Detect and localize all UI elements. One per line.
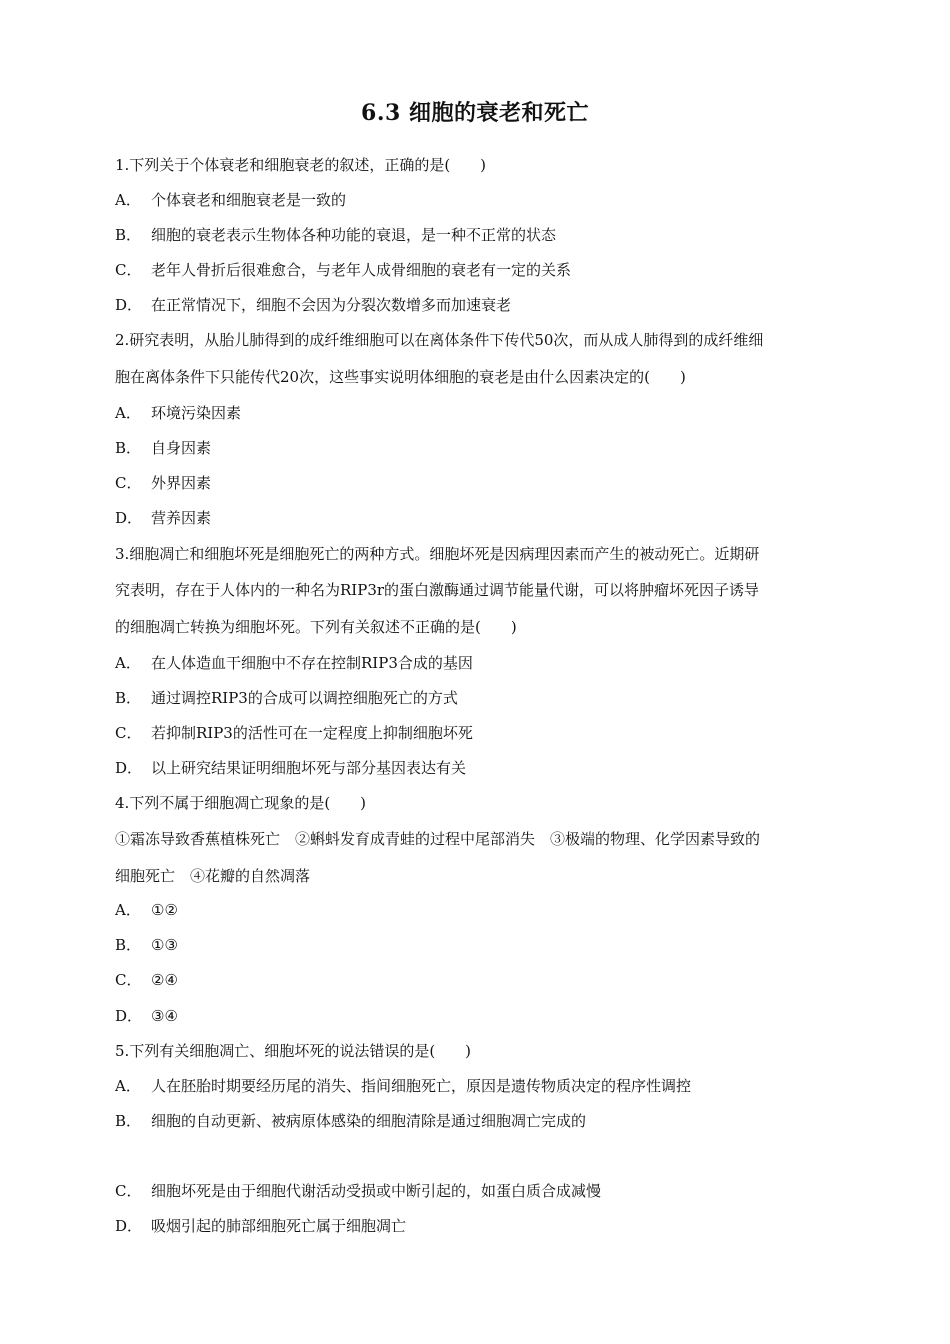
option-text: 自身因素 [151, 439, 212, 457]
question-5-stem: 5.下列有关细胞凋亡、细胞坏死的说法错误的是( ) [115, 1042, 472, 1060]
option-letter: A． [115, 1077, 141, 1095]
option-letter: A． [115, 901, 141, 919]
option-q4-a [115, 900, 845, 920]
option-text: ③④ [151, 1007, 178, 1025]
option-q2-b [115, 438, 845, 458]
question-4-stem: 4.下列不属于细胞凋亡现象的是( ) [115, 794, 367, 812]
option-letter: D． [115, 759, 143, 777]
option-letter: B． [115, 226, 142, 244]
option-letter: A． [115, 404, 141, 422]
question-2-stem-line-1: 2.研究表明，从胎儿肺得到的成纤维细胞可以在离体条件下传代50次，而从成人肺得到的成纤维细 [115, 331, 764, 349]
option-letter: D． [115, 1217, 143, 1235]
question-3-stem-line-2: 究表明，存在于人体内的一种名为RIP3r的蛋白激酶通过调节能量代谢，可以将肿瘤坏死因子诱导 [115, 581, 760, 599]
option-letter: B． [115, 439, 142, 457]
option-letter: C． [115, 261, 142, 279]
option-q4-c [115, 970, 845, 990]
option-letter: B． [115, 1112, 142, 1130]
option-letter: C． [115, 474, 142, 492]
option-q1-a [115, 190, 845, 210]
option-text: 细胞的衰老表示生物体各种功能的衰退，是一种不正常的状态 [151, 226, 557, 244]
option-letter: B． [115, 936, 142, 954]
option-q5-d [115, 1216, 845, 1236]
option-text: 个体衰老和细胞衰老是一致的 [151, 191, 347, 209]
option-letter: D． [115, 1007, 143, 1025]
option-q1-b [115, 225, 845, 245]
option-text: 营养因素 [151, 509, 212, 527]
option-text: ②④ [151, 971, 178, 989]
option-q2-c [115, 473, 845, 493]
option-text: 细胞坏死是由于细胞代谢活动受损或中断引起的，如蛋白质合成减慢 [151, 1182, 602, 1200]
option-text: 人在胚胎时期要经历尾的消失、指间细胞死亡，原因是遗传物质决定的程序性调控 [151, 1077, 692, 1095]
option-text: 细胞的自动更新、被病原体感染的细胞清除是通过细胞凋亡完成的 [151, 1112, 587, 1130]
question-3-stem-line-3: 的细胞凋亡转换为细胞坏死。下列有关叙述不正确的是( ) [115, 618, 517, 636]
option-q5-b [115, 1111, 845, 1131]
option-q3-b [115, 688, 845, 708]
option-text: 若抑制RIP3的活性可在一定程度上抑制细胞坏死 [151, 724, 473, 742]
option-text: 环境污染因素 [151, 404, 242, 422]
option-text: 以上研究结果证明细胞坏死与部分基因表达有关 [151, 759, 467, 777]
option-text: 吸烟引起的肺部细胞死亡属于细胞凋亡 [151, 1217, 407, 1235]
option-q4-d [115, 1006, 845, 1026]
option-letter: D． [115, 296, 143, 314]
option-letter: B． [115, 689, 142, 707]
option-q5-a [115, 1076, 845, 1096]
option-q3-d [115, 758, 845, 778]
option-text: 外界因素 [151, 474, 212, 492]
option-letter: C． [115, 1182, 142, 1200]
option-text: ①③ [151, 936, 178, 954]
option-q2-d [115, 508, 845, 528]
question-4-items-line-2: 细胞死亡 ④花瓣的自然凋落 [115, 867, 311, 885]
option-text: 通过调控RIP3的合成可以调控细胞死亡的方式 [151, 689, 458, 707]
option-q4-b [115, 935, 845, 955]
option-q1-d [115, 295, 845, 315]
option-q3-c [115, 723, 845, 743]
option-letter: C． [115, 724, 142, 742]
question-3-stem-line-1: 3.细胞凋亡和细胞坏死是细胞死亡的两种方式。细胞坏死是因病理因素而产生的被动死亡。近期研 [115, 545, 760, 563]
option-q1-c [115, 260, 845, 280]
option-text: 在人体造血干细胞中不存在控制RIP3合成的基因 [151, 654, 473, 672]
option-text: ①② [151, 901, 178, 919]
option-text: 老年人骨折后很难愈合，与老年人成骨细胞的衰老有一定的关系 [151, 261, 572, 279]
question-2-stem-line-2: 胞在离体条件下只能传代20次，这些事实说明体细胞的衰老是由什么因素决定的( ) [115, 368, 686, 386]
option-letter: A． [115, 654, 141, 672]
question-1-stem: 1.下列关于个体衰老和细胞衰老的叙述，正确的是( ) [115, 156, 487, 174]
page-title: 6.3 细胞的衰老和死亡 [361, 100, 589, 126]
option-q2-a [115, 403, 845, 423]
option-letter: D． [115, 509, 143, 527]
option-q5-c [115, 1181, 845, 1201]
option-text: 在正常情况下，细胞不会因为分裂次数增多而加速衰老 [151, 296, 512, 314]
option-letter: A． [115, 191, 141, 209]
question-4-items-line-1: ①霜冻导致香蕉植株死亡 ②蝌蚪发育成青蛙的过程中尾部消失 ③极端的物理、化学因素导致的 [115, 830, 761, 848]
option-q3-a [115, 653, 845, 673]
option-letter: C． [115, 971, 142, 989]
